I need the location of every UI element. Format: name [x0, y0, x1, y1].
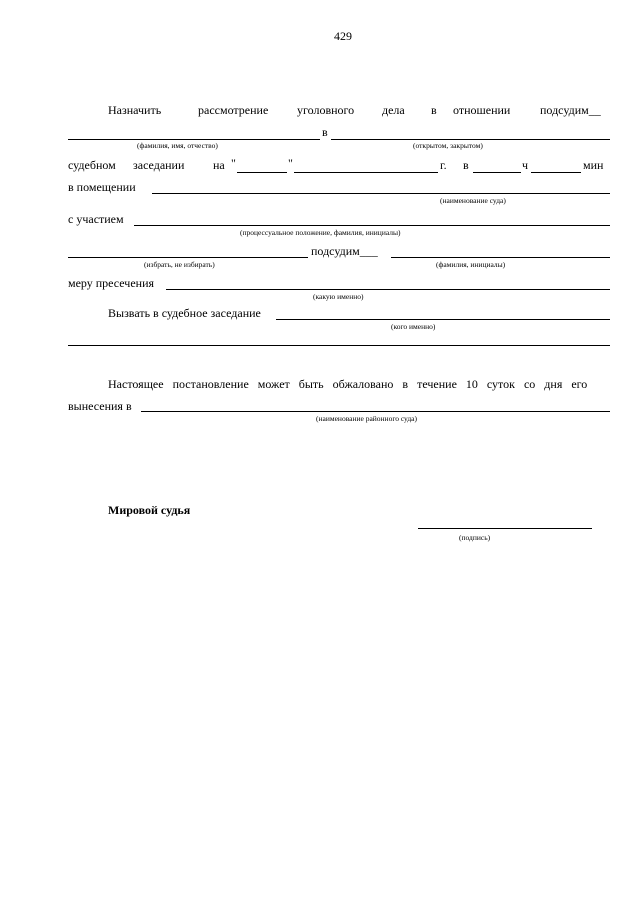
caption-procedural-status: (процессуальное положение, фамилия, инициалы) — [240, 228, 401, 237]
word-otnoshenii: отношении — [453, 103, 511, 117]
caption-full-name: (фамилия, имя, отчество) — [137, 141, 218, 150]
caption-choose: (избрать, не избирать) — [144, 260, 215, 269]
summon-line — [276, 319, 610, 320]
measure-line — [166, 289, 610, 290]
word-na: на — [213, 158, 225, 172]
summon-line-2 — [68, 345, 610, 346]
defendant-name-line — [68, 139, 320, 140]
label-summon: Вызвать в судебное заседание — [108, 306, 261, 320]
caption-court-name: (наименование суда) — [440, 196, 506, 205]
magistrate-title: Мировой судья — [108, 503, 191, 517]
choose-line — [68, 257, 308, 258]
caption-signature: (подпись) — [459, 533, 491, 542]
word-dela: дела — [382, 103, 405, 117]
caption-which: (какую именно) — [313, 292, 364, 301]
caption-open-closed: (открытом, закрытом) — [413, 141, 483, 150]
quote-open: " — [231, 156, 236, 170]
page-number: 429 — [334, 29, 352, 43]
label-s-uchastiem: с участием — [68, 212, 124, 226]
label-mera-presecheniya: меру пресечения — [68, 276, 155, 290]
word-podsudim: подсудим__ — [540, 103, 601, 117]
open-closed-line — [331, 139, 610, 140]
word-podsudim-2: подсудим___ — [311, 244, 378, 258]
word-naznachit: Назначить — [108, 103, 162, 117]
court-name-line — [152, 193, 610, 194]
quote-close: " — [288, 156, 293, 170]
signature-line — [418, 528, 592, 529]
caption-initials: (фамилия, инициалы) — [436, 260, 506, 269]
word-sudebnom: судебном — [68, 158, 116, 172]
word-v: в — [431, 103, 437, 117]
word-g: г. — [440, 158, 447, 172]
word-rassmotrenie: рассмотрение — [198, 103, 269, 117]
hours-line — [473, 172, 521, 173]
word-v-court: в — [322, 125, 328, 139]
defendant-initials-line — [391, 257, 610, 258]
minutes-line — [531, 172, 581, 173]
word-ugolovnogo: уголовного — [297, 103, 355, 117]
caption-whom: (кого именно) — [391, 322, 436, 331]
word-ch: ч — [522, 158, 529, 172]
label-v-pomeshchenii: в помещении — [68, 180, 136, 194]
caption-district-court: (наименование районного суда) — [316, 414, 417, 423]
label-vyneseniya: вынесения в — [68, 399, 132, 413]
word-min: мин — [583, 158, 604, 172]
day-line — [237, 172, 287, 173]
word-zasedanii: заседании — [133, 158, 185, 172]
appeal-text: Настоящее постановление может быть обжаловано в течение 10 суток со дня его — [108, 377, 588, 391]
participants-line — [134, 225, 610, 226]
district-court-line — [141, 411, 610, 412]
word-v-time: в — [463, 158, 469, 172]
month-year-line — [294, 172, 438, 173]
